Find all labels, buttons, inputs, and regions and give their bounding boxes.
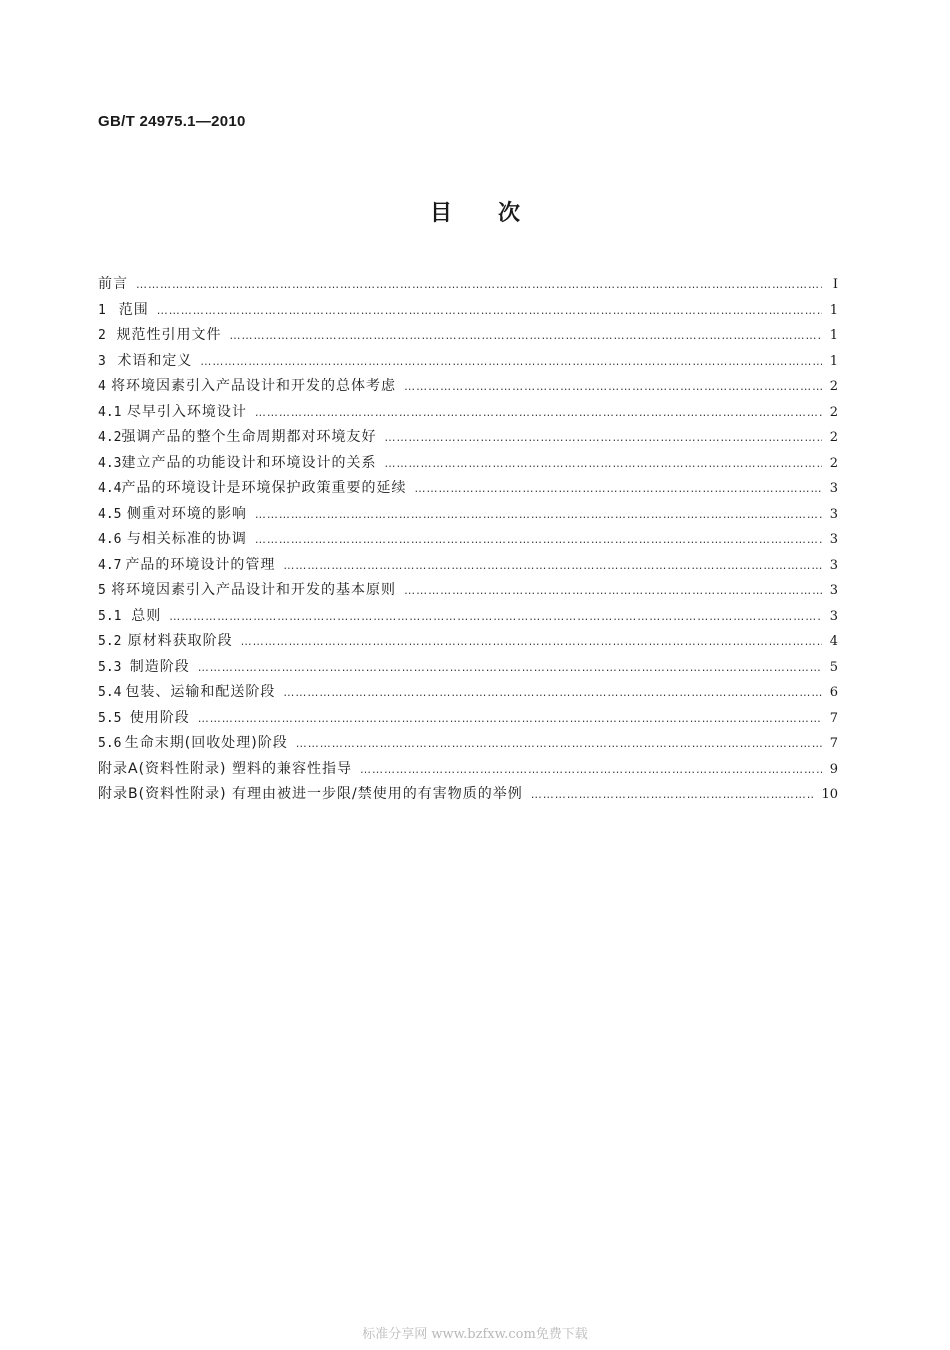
toc-entry-number: 5.3 (98, 659, 122, 675)
toc-entry-number: 5.1 (98, 608, 122, 624)
toc-entry-page: 3 (829, 532, 838, 547)
toc-entry-number: 5.2 (98, 634, 122, 649)
toc-entry-label: 范围 (118, 301, 149, 318)
toc-entry-number: 4.7 (98, 557, 122, 573)
toc-dot-leader (283, 680, 822, 706)
toc-title: 目次 (429, 201, 566, 226)
toc-dot-leader (531, 782, 816, 808)
toc-entry-page: 3 (829, 506, 838, 522)
toc-entry[interactable] (98, 706, 838, 732)
toc-entry-page: Ⅰ (832, 277, 838, 292)
toc-entry-page: 10 (821, 787, 838, 802)
toc-dot-leader (198, 655, 822, 681)
toc-entry-label: 建立产品的功能设计和环境设计的关系 (121, 454, 377, 471)
toc-entry[interactable] (98, 757, 838, 783)
toc-entry-label: 附录B(资料性附录) 有理由被进一步限/禁使用的有害物质的举例 (98, 786, 523, 802)
toc-entry-number: 4 (98, 379, 106, 394)
toc-entry-label: 将环境因素引入产品设计和开发的基本原则 (111, 582, 397, 598)
toc-entry[interactable] (98, 502, 838, 528)
toc-entry-label: 前言 (98, 276, 128, 292)
toc-entry-page: 2 (829, 379, 838, 394)
toc-entry-page: 5 (829, 659, 838, 675)
toc-entry-label: 生命末期(回收处理)阶段 (124, 735, 288, 751)
toc-dot-leader (136, 272, 822, 298)
toc-entry-label: 原材料获取阶段 (127, 633, 233, 649)
toc-dot-leader (169, 604, 822, 630)
toc-entry-number: 4.3 (98, 455, 122, 471)
toc-entry-number: 5 (98, 583, 106, 598)
toc-entry[interactable] (98, 527, 838, 553)
footer-watermark: 标准分享网 www.bzfxw.com免费下载 (362, 1327, 588, 1342)
toc-entry-page: 1 (829, 302, 838, 318)
toc-entry[interactable] (98, 731, 838, 757)
toc-entry[interactable] (98, 604, 838, 630)
toc-entry-label: 产品的环境设计的管理 (125, 556, 276, 573)
toc-entry[interactable] (98, 655, 838, 681)
toc-entry-number: 5.4 (98, 685, 122, 700)
toc-entry-label: 制造阶段 (129, 658, 190, 675)
toc-entry-number: 5.5 (98, 710, 122, 726)
toc-dot-leader (200, 349, 822, 375)
toc-entry-number: 4.1 (98, 404, 122, 420)
toc-entry-label: 附录A(资料性附录) 塑料的兼容性指导 (98, 760, 352, 777)
toc-entry-page: 2 (829, 455, 838, 471)
toc-entry-page: 2 (829, 430, 838, 445)
toc-dot-leader (198, 706, 822, 732)
toc-entry-label: 强调产品的整个生命周期都对环境友好 (121, 429, 377, 445)
toc-entry[interactable] (98, 476, 838, 502)
toc-entry-label: 规范性引用文件 (116, 327, 222, 343)
toc-entry-page: 7 (829, 736, 838, 751)
toc-entry-page: 7 (829, 710, 838, 726)
toc-dot-leader (255, 527, 822, 553)
toc-entry-page: 3 (829, 608, 838, 624)
toc-dot-leader (283, 553, 822, 579)
toc-dot-leader (241, 629, 822, 655)
toc-entry-page: 1 (829, 353, 838, 369)
toc-entry[interactable] (98, 451, 838, 477)
toc-entry[interactable] (98, 374, 838, 400)
toc-entry-number: 4.5 (98, 506, 122, 522)
toc-entry[interactable] (98, 349, 838, 375)
toc-entry-number: 3 (98, 353, 106, 369)
toc-entry-number: 4.4 (98, 481, 122, 496)
toc-entry-number: 5.6 (98, 736, 122, 751)
toc-entry-label: 包装、运输和配送阶段 (125, 684, 276, 700)
toc-entry-label: 将环境因素引入产品设计和开发的总体考虑 (111, 378, 397, 394)
toc-dot-leader (157, 298, 822, 324)
toc-entry-page: 1 (829, 328, 838, 343)
toc-entry[interactable] (98, 578, 838, 604)
toc-entry-page: 3 (829, 583, 838, 598)
toc-entry-number: 4.2 (98, 430, 122, 445)
toc-entry-label: 产品的环境设计是环境保护政策重要的延续 (121, 480, 407, 496)
toc-dot-leader (360, 757, 822, 783)
table-of-contents (98, 272, 838, 808)
toc-entry[interactable] (98, 629, 838, 655)
toc-entry-page: 3 (829, 481, 838, 496)
toc-dot-leader (230, 323, 822, 349)
toc-entry-label: 侧重对环境的影响 (126, 505, 247, 522)
toc-entry[interactable] (98, 400, 838, 426)
toc-entry-page: 3 (829, 557, 838, 573)
toc-dot-leader (384, 451, 822, 477)
toc-entry[interactable] (98, 782, 838, 808)
toc-entry-number: 4.6 (98, 532, 122, 547)
toc-entry[interactable] (98, 272, 838, 298)
toc-entry[interactable] (98, 553, 838, 579)
toc-entry[interactable] (98, 680, 838, 706)
toc-entry-label: 与相关标准的协调 (126, 531, 247, 547)
standard-id: GB/T 24975.1—2010 (98, 113, 246, 130)
toc-entry-page: 9 (829, 761, 838, 777)
toc-dot-leader (384, 425, 822, 451)
toc-entry[interactable] (98, 323, 838, 349)
toc-entry-label: 术语和定义 (117, 352, 193, 369)
toc-entry-number: 1 (98, 302, 106, 318)
toc-entry-label: 使用阶段 (129, 709, 190, 726)
toc-entry-page: 4 (829, 634, 838, 649)
toc-dot-leader (414, 476, 822, 502)
toc-entry-number: 2 (98, 328, 106, 343)
toc-dot-leader (255, 502, 822, 528)
toc-dot-leader (404, 578, 822, 604)
toc-entry-page: 2 (829, 404, 838, 420)
toc-entry[interactable] (98, 425, 838, 451)
toc-dot-leader (296, 731, 822, 757)
toc-entry[interactable] (98, 298, 838, 324)
toc-entry-page: 6 (829, 685, 838, 700)
toc-entry-label: 总则 (131, 607, 162, 624)
toc-dot-leader (255, 400, 822, 426)
toc-dot-leader (404, 374, 822, 400)
toc-entry-label: 尽早引入环境设计 (126, 403, 247, 420)
